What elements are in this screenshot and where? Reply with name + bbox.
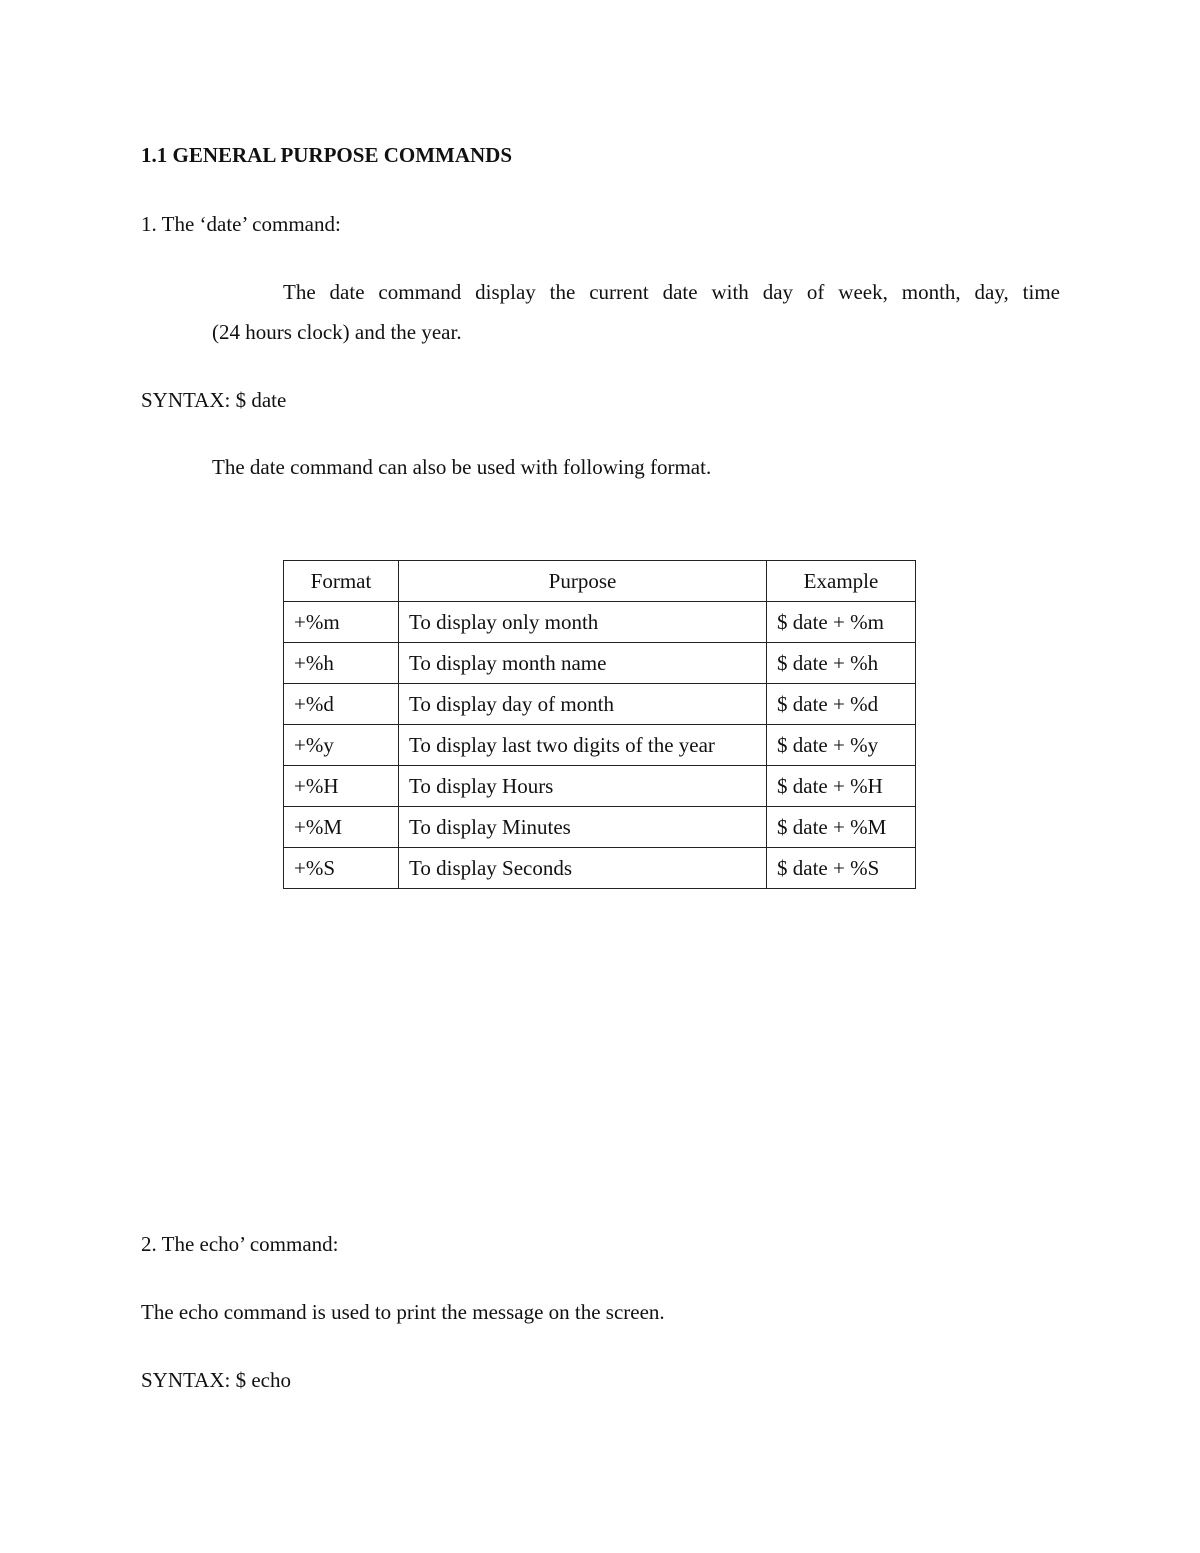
- format-cell: +%m: [284, 602, 399, 643]
- example-cell: $ date + %y: [767, 725, 916, 766]
- format-cell: +%h: [284, 643, 399, 684]
- example-cell: $ date + %m: [767, 602, 916, 643]
- date-format-table: [283, 560, 916, 889]
- table-row: [284, 807, 916, 848]
- purpose-cell: To display last two digits of the year: [399, 725, 767, 766]
- example-cell: $ date + %h: [767, 643, 916, 684]
- echo-command-description: The echo command is used to print the message on the screen.: [141, 1300, 665, 1324]
- format-cell: +%d: [284, 684, 399, 725]
- purpose-cell: To display Hours: [399, 766, 767, 807]
- echo-command-title: 2. The echo’ command:: [141, 1232, 339, 1256]
- table-row: [284, 848, 916, 889]
- date-command-title: 1. The ‘date’ command:: [141, 212, 341, 236]
- table-row: [284, 725, 916, 766]
- table-row: [284, 684, 916, 725]
- example-cell: $ date + %S: [767, 848, 916, 889]
- table-row: [284, 643, 916, 684]
- column-header-purpose: Purpose: [399, 561, 767, 602]
- example-cell: $ date + %M: [767, 807, 916, 848]
- date-command-syntax: SYNTAX: $ date: [141, 388, 287, 412]
- format-cell: +%M: [284, 807, 399, 848]
- format-cell: +%H: [284, 766, 399, 807]
- purpose-cell: To display day of month: [399, 684, 767, 725]
- section-heading: 1.1 GENERAL PURPOSE COMMANDS: [141, 143, 513, 167]
- example-cell: $ date + %d: [767, 684, 916, 725]
- date-command-description-line1: The date command display the current date with day of week, month, day, time: [283, 280, 1060, 304]
- purpose-cell: To display Minutes: [399, 807, 767, 848]
- column-header-example: Example: [767, 561, 916, 602]
- format-cell: +%y: [284, 725, 399, 766]
- table-header-row: [284, 561, 916, 602]
- purpose-cell: To display month name: [399, 643, 767, 684]
- echo-command-syntax: SYNTAX: $ echo: [141, 1368, 291, 1392]
- date-format-intro: The date command can also be used with following format.: [212, 455, 712, 479]
- table-row: [284, 602, 916, 643]
- date-command-description-line2: (24 hours clock) and the year.: [212, 320, 462, 344]
- format-cell: +%S: [284, 848, 399, 889]
- purpose-cell: To display only month: [399, 602, 767, 643]
- example-cell: $ date + %H: [767, 766, 916, 807]
- table-row: [284, 766, 916, 807]
- purpose-cell: To display Seconds: [399, 848, 767, 889]
- column-header-format: Format: [284, 561, 399, 602]
